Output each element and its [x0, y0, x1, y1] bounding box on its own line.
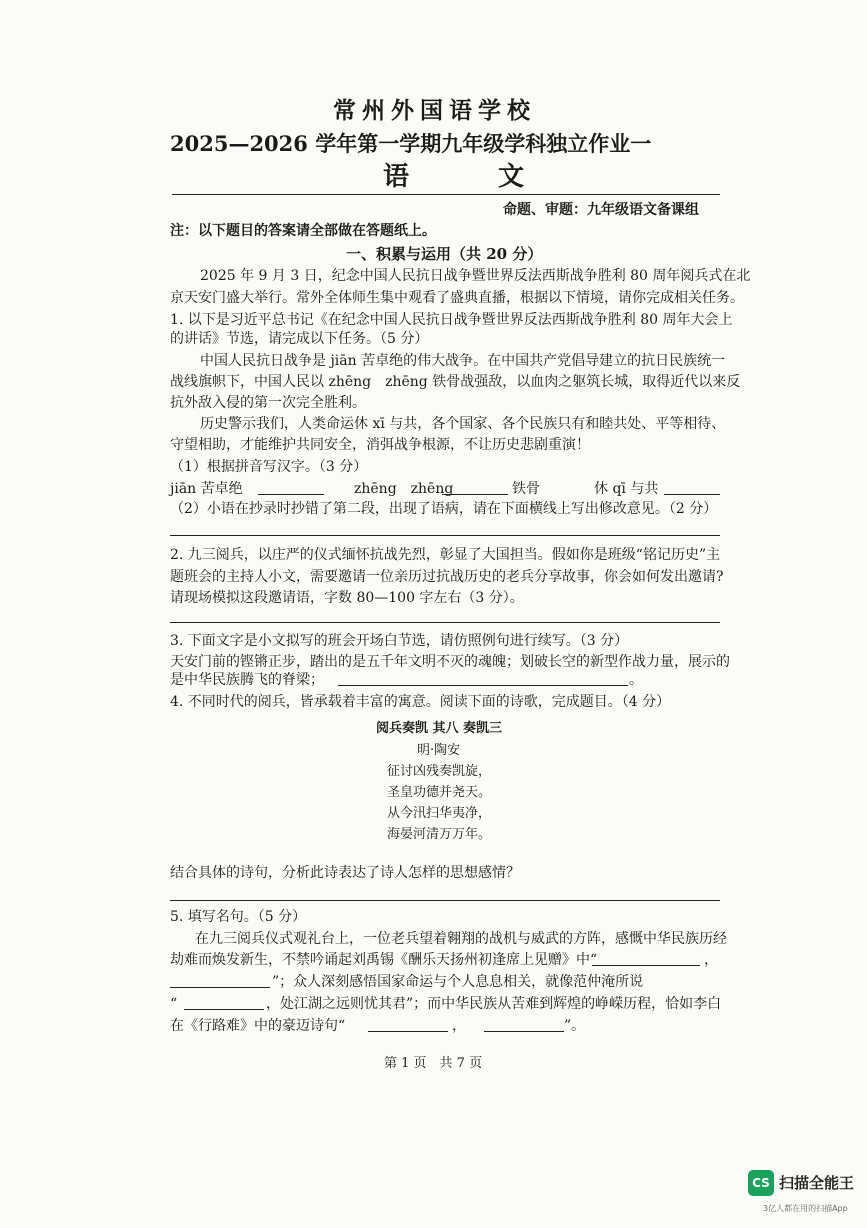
q5-line6-mid: ， [452, 1018, 466, 1034]
q5-line3-post: ， [704, 952, 718, 968]
section1-title: 一、积累与运用（共 20 分） [346, 245, 543, 263]
poem-author: 明·陶安 [417, 743, 461, 758]
poem-line-4: 海晏河清万万年。 [387, 827, 492, 842]
poem-line-3: 从今汛扫华夷净， [387, 806, 492, 821]
q1-blank-a-line[interactable] [258, 482, 324, 495]
q5-blank-1[interactable] [592, 953, 700, 966]
q5-line2: 在九三阅兵仪式观礼台上，一位老兵望着翱翔的战机与威武的方阵，感慨中华民族历经 [195, 931, 727, 947]
poem-line-2: 圣皇功德并尧天。 [387, 785, 492, 800]
q3-line3-end: 。 [629, 672, 643, 688]
q1-blank-c-line[interactable] [664, 482, 720, 495]
q1-passage-3: 抗外敌入侵的第一次完全胜利。 [170, 395, 366, 411]
q2-answer-line[interactable] [170, 622, 720, 623]
q1-passage-1: 中国人民抗日战争是 jiān 苦卓绝的伟大战争。在中国共产党倡导建立的抗日民族统一 [200, 353, 726, 369]
q1-sub2: （2）小语在抄录时抄错了第二段，出现了语病，请在下面横线上写出修改意见。（2 分） [170, 501, 718, 517]
q1-sub1: （1）根据拼音写汉字。（3 分） [170, 459, 368, 475]
q3-line3: 是中华民族腾飞的脊梁； [170, 672, 324, 688]
q5-line6-end: ”。 [564, 1018, 586, 1034]
camscanner-logo-icon: CS [748, 1170, 774, 1196]
q5-line6-pre: 在《行路难》中的豪迈诗句“ [170, 1018, 346, 1034]
q3-blank-line[interactable] [338, 673, 628, 686]
q1-blank-b-after: 铁骨 [512, 481, 540, 497]
q1-passage-5: 守望相助，才能维护共同安全，消弭战争根源，不让历史悲剧重演！ [170, 437, 590, 453]
q5-line1: 5. 填写名句。（5 分） [170, 909, 307, 925]
q4-answer-line[interactable] [170, 900, 720, 901]
q1-answer-line[interactable] [170, 535, 720, 536]
school-title: 常州外国语学校 [333, 97, 536, 124]
q5-line5-post: ，处江湖之远则忧其君”；而中华民族从苦难到辉煌的峥嵘历程，恰如李白 [266, 996, 722, 1012]
q5-line5-pre: “ [170, 996, 178, 1012]
subject-title: 语 文 [383, 162, 565, 192]
q5-blank-5[interactable] [484, 1019, 564, 1032]
q5-blank-2[interactable] [170, 975, 270, 988]
exam-title: 2025—2026 学年第一学期九年级学科独立作业一 [170, 131, 652, 156]
q4-question: 结合具体的诗句，分析此诗表达了诗人怎样的思想感情？ [170, 865, 520, 881]
q5-line4: ”；众人深刻感悟国家命运与个人息息相关，就像范仲淹所说 [272, 974, 644, 990]
q1-blank-c-label: 休 qī 与共 [594, 481, 659, 497]
q1-passage-4: 历史警示我们，人类命运休 xī 与共，各个国家、各个民族只有和睦共处、平等相待、 [200, 416, 726, 432]
q2-line3: 请现场模拟这段邀请语，字数 80—100 字左右（3 分）。 [170, 590, 524, 606]
camscanner-slogan: 3亿人都在用的扫描App [763, 1204, 848, 1213]
q3-line2: 天安门前的铿锵正步，踏出的是五千年文明不灭的魂魄；划破长空的新型作战力量，展示的 [170, 654, 730, 670]
q1-line1: 1. 以下是习近平总书记《在纪念中国人民抗日战争暨世界反法西斯战争胜利 80 周年大会上 [170, 312, 733, 328]
q1-blank-a-label: jiān 苦卓绝 [170, 481, 243, 497]
q3-line1: 3. 下面文字是小文拟写的班会开场白节选，请仿照例句进行续写。（3 分） [170, 633, 629, 649]
section1-intro-2: 京天安门盛大举行。常外全体师生集中观看了盛典直播，根据以下情境，请你完成相关任务。 [170, 290, 744, 306]
q1-blank-b-line[interactable] [442, 482, 508, 495]
section1-intro-1: 2025 年 9 月 3 日，纪念中国人民抗日战争暨世界反法西斯战争胜利 80 周年阅兵式在北 [200, 268, 751, 284]
q5-line3: 劫难而焕发新生，不禁吟诵起刘禹锡《酬乐天扬州初逢席上见赠》中“ [170, 952, 598, 968]
q5-blank-3[interactable] [184, 997, 264, 1010]
q1-line2: 的讲话》节选，请完成以下任务。（5 分） [170, 331, 429, 347]
q1-blank-b-label: zhēng zhēng [354, 481, 454, 497]
note-line: 注：以下题目的答案请全部做在答题纸上。 [170, 223, 436, 239]
q1-passage-2: 战线旗帜下，中国人民以 zhēng zhēng 铁骨战强敌，以血肉之躯筑长城，取得近代以来反 [170, 374, 741, 390]
header-rule [172, 194, 720, 195]
page-number: 第 1 页 共 7 页 [384, 1056, 483, 1071]
q4-line1: 4. 不同时代的阅兵，皆承载着丰富的寓意。阅读下面的诗歌，完成题目。（4 分） [170, 694, 671, 710]
author-line: 命题、审题：九年级语文备课组 [503, 202, 699, 218]
poem-line-1: 征讨凶残奏凯旋， [387, 764, 492, 779]
q5-blank-4[interactable] [368, 1019, 448, 1032]
poem-title: 阅兵奏凯 其八 奏凯三 [376, 721, 503, 736]
q2-line1: 2. 九三阅兵，以庄严的仪式缅怀抗战先烈，彰显了大国担当。假如你是班级“铭记历史”主 [170, 547, 721, 563]
q2-line2: 题班会的主持人小文，需要邀请一位亲历过抗战历史的老兵分享故事，你会如何发出邀请? [170, 569, 724, 585]
camscanner-name: 扫描全能王 [779, 1174, 855, 1192]
